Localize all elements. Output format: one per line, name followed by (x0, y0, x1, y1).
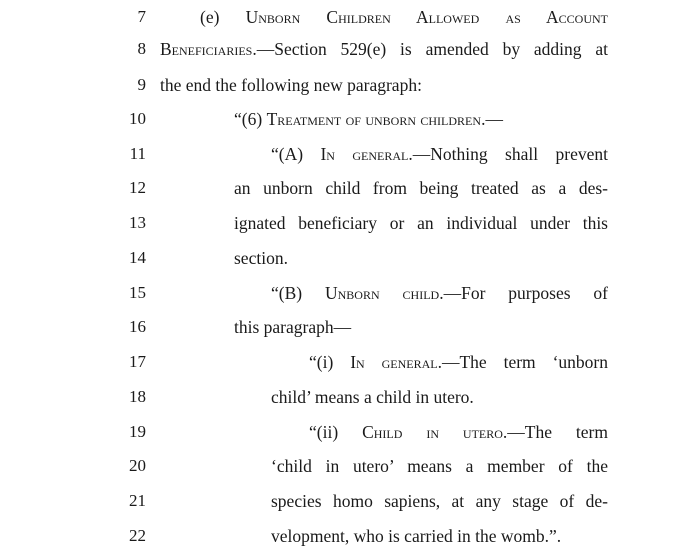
small-caps-heading: In general (350, 352, 438, 372)
line-text (271, 278, 608, 308)
line-text (309, 347, 608, 377)
document-line (0, 139, 699, 169)
line-number: 16 (129, 317, 146, 336)
text-segment: ‘child in utero’ means a member of the (271, 456, 608, 476)
line-text (160, 70, 422, 100)
document-line (0, 104, 699, 134)
line-number: 7 (137, 7, 146, 26)
line-number: 11 (129, 144, 146, 163)
line-text (160, 34, 608, 64)
text-segment: .—The term (502, 422, 608, 442)
document-line (0, 243, 699, 273)
line-text (271, 139, 608, 169)
document-line (0, 347, 699, 377)
document-line (0, 70, 699, 100)
line-text (234, 173, 608, 203)
text-segment: “(6) (234, 109, 267, 129)
text-segment: (e) (200, 7, 246, 27)
document-line (0, 382, 699, 412)
line-number: 9 (137, 75, 146, 94)
small-caps-heading: Child in utero (362, 422, 503, 442)
line-text (234, 312, 351, 342)
line-text (234, 208, 608, 238)
text-segment: .—For purposes of (439, 283, 608, 303)
line-number: 12 (129, 178, 146, 197)
text-segment: .—The term ‘unborn (437, 352, 608, 372)
document-line (0, 451, 699, 481)
small-caps-heading: Unborn child (325, 283, 440, 303)
line-number: 8 (137, 39, 146, 58)
document-line (0, 34, 699, 64)
line-number: 13 (129, 213, 146, 232)
document-line (0, 417, 699, 447)
document-line (0, 2, 699, 32)
line-number: 14 (129, 248, 146, 267)
small-caps-heading: Unborn Children Allowed as Account (245, 7, 608, 27)
text-segment: species homo sapiens, at any stage of de- (271, 491, 608, 511)
text-segment: .—Nothing shall prevent (408, 144, 608, 164)
text-segment: “(ii) (309, 422, 363, 442)
text-segment: “(A) (271, 144, 321, 164)
line-text (271, 382, 474, 412)
line-number: 10 (129, 109, 146, 128)
small-caps-heading: In general (320, 144, 409, 164)
document-line (0, 521, 699, 551)
text-segment: an unborn child from being treated as a des- (234, 178, 608, 198)
line-text (271, 451, 608, 481)
text-segment: .—Section 529(e) is amended by adding at (252, 39, 608, 59)
text-segment: section. (234, 248, 288, 268)
text-segment: velopment, who is carried in the womb.”. (271, 526, 562, 546)
document-line (0, 173, 699, 203)
text-segment: ignated beneficiary or an individual under this (234, 213, 608, 233)
text-segment: child’ means a child in utero. (271, 387, 474, 407)
line-text (271, 521, 561, 551)
line-text (309, 417, 608, 447)
line-number: 19 (129, 422, 146, 441)
text-segment: .— (481, 109, 503, 129)
line-text (200, 2, 608, 32)
line-number: 15 (129, 283, 146, 302)
line-number: 20 (129, 456, 146, 475)
text-segment: this paragraph— (234, 317, 352, 337)
small-caps-heading: Treatment of unborn children (266, 109, 482, 129)
document-line (0, 208, 699, 238)
document-line (0, 312, 699, 342)
line-number: 18 (129, 387, 146, 406)
text-segment: “(i) (309, 352, 351, 372)
document-line (0, 486, 699, 516)
text-segment: “(B) (271, 283, 325, 303)
line-number: 17 (129, 352, 146, 371)
line-text (271, 486, 608, 516)
document-line (0, 278, 699, 308)
line-number: 22 (129, 526, 146, 545)
text-segment: the end the following new paragraph: (160, 75, 422, 95)
line-number: 21 (129, 491, 146, 510)
small-caps-heading: Beneficiaries (160, 39, 253, 59)
line-text (234, 104, 503, 134)
line-text (234, 243, 288, 273)
